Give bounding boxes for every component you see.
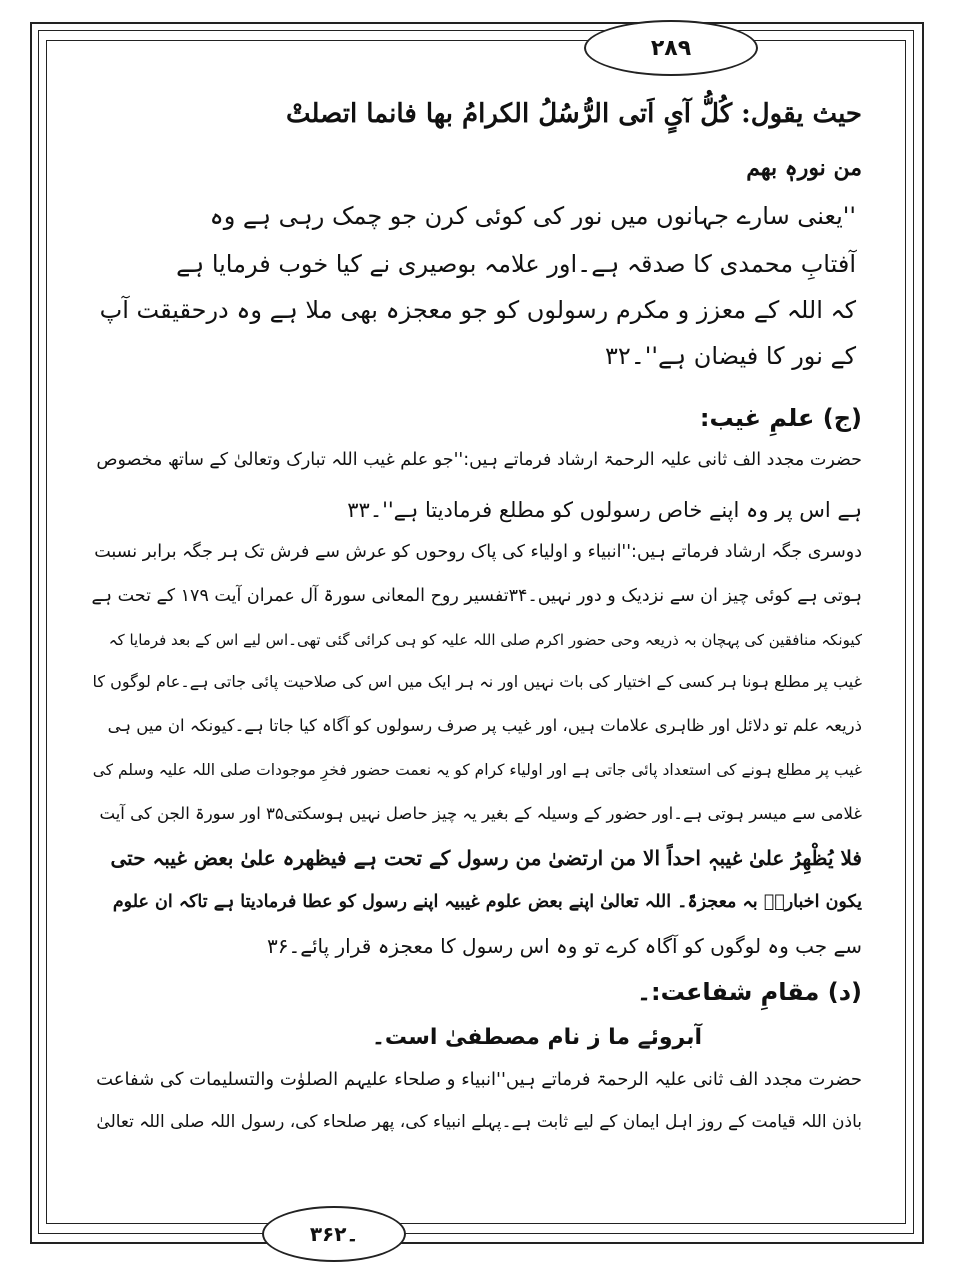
text-line: فلا یُظْھِرُ علیٰ غیبہٖ احداً الا من ارتضیٰ من رسول کے تحت ہے فیظھرہ علیٰ بعض غیبہ حتی (110, 846, 862, 870)
text-line: ''یعنی سارے جہانوں میں نور کی کوئی کرن جو چمک رہی ہے وہ (209, 202, 856, 230)
text-line: حضرت مجدد الف ثانی علیہ الرحمۃ فرماتے ہیں''انبیاء و صلحاء علیہم الصلوٰت والتسلیمات کی شفاعت (96, 1069, 862, 1090)
text-line: حضرت مجدد الف ثانی علیہ الرحمۃ ارشاد فرماتے ہیں:''جو علم غیب اللہ تبارک وتعالیٰ کے ساتھ مخصوص (96, 450, 862, 470)
text-line: دوسری جگہ ارشاد فرماتے ہیں:''انبیاء و اولیاء کی پاک روحوں کو عرش سے فرش تک ہر جگہ برابر نسبت (94, 542, 862, 562)
page-text (92, 90, 862, 1190)
text-line: کہ اللہ کے معزز و مکرم رسولوں کو جو معجزہ بھی ملا ہے وہ درحقیقت آپ (99, 296, 856, 324)
section-heading: (د) مقامِ شفاعت:۔ (636, 978, 862, 1006)
section-heading: (ج) علمِ غیب: (699, 404, 862, 432)
text-line: باذن اللہ قیامت کے روز اہل ایمان کے لیے ثابت ہے۔پہلے انبیاء کی، پھر صلحاء کی، رسول اللہ صلی اللہ تعالیٰ (96, 1112, 862, 1132)
text-line: آفتابِ محمدی کا صدقہ ہے۔اور علامہ بوصیری نے کیا خوب فرمایا ہے (176, 250, 856, 278)
text-line: من نورہٖ بھم (746, 155, 862, 181)
text-line: حیث یقول: کُلُّ آیٍ اَتی الرُّسُلُ الکرامُ بھا فانما اتصلتْ (286, 99, 862, 129)
text-line: غیب پر مطلع ہونا ہر کسی کے اختیار کی بات نہیں اور نہ ہر ایک میں اس کی صلاحیت پائی جاتی ہے۔عام لوگوں کا (92, 672, 862, 691)
persian-verse: آبروئے ما ز نام مصطفیٰ است۔ (372, 1025, 702, 1050)
text-line: یکون اخبارہٗ بہ معجزۃً۔ اللہ تعالیٰ اپنے بعض علوم غیبیہ اپنے رسول کو عطا فرمادیتا ہے تاکہ ان علوم (112, 892, 862, 912)
page-number-bottom: ۳۔۶۲ (262, 1206, 406, 1262)
text-line: ہوتی ہے کوئی چیز ان سے نزدیک و دور نہیں۔۳۴تفسیر روح المعانی سورۃ آل عمران آیت ۱۷۹ کے تحت ہے (91, 586, 862, 606)
page-number-top: ۲۸۹ (584, 20, 758, 76)
text-line: کے نور کا فیضان ہے''۔۳۲ (604, 342, 856, 370)
text-line: غلامی سے میسر ہوتی ہے۔اور حضور کے وسیلہ کے بغیر یہ چیز حاصل نہیں ہوسکتی۳۵ اور سورۃ الجن کی آیت (99, 804, 862, 823)
text-line: ہے اس پر وہ اپنے خاص رسولوں کو مطلع فرمادیتا ہے''۔۳۳ (347, 498, 862, 522)
text-line: ذریعہ علم تو دلائل اور ظاہری علامات ہیں، اور غیب پر صرف رسولوں کو آگاہ کیا جاتا ہے۔کیونکہ ان میں ہی (107, 716, 862, 735)
text-line: سے جب وہ لوگوں کو آگاہ کرے تو وہ اس رسول کا معجزہ قرار پائے۔۳۶ (267, 934, 862, 958)
text-line: غیب پر مطلع ہونے کی استعداد پائی جاتی ہے اور اولیاء کرام کو یہ نعمت حضور فخرِ موجودات صلی اللہ علیہ وسلم کی (92, 761, 862, 779)
text-line: کیونکہ منافقین کی پہچان بہ ذریعہ وحی حضور اکرم صلی اللہ علیہ کو ہی کرائی گئی تھی۔اس لیے اس کے بعد فرمایا کہ (108, 631, 862, 649)
